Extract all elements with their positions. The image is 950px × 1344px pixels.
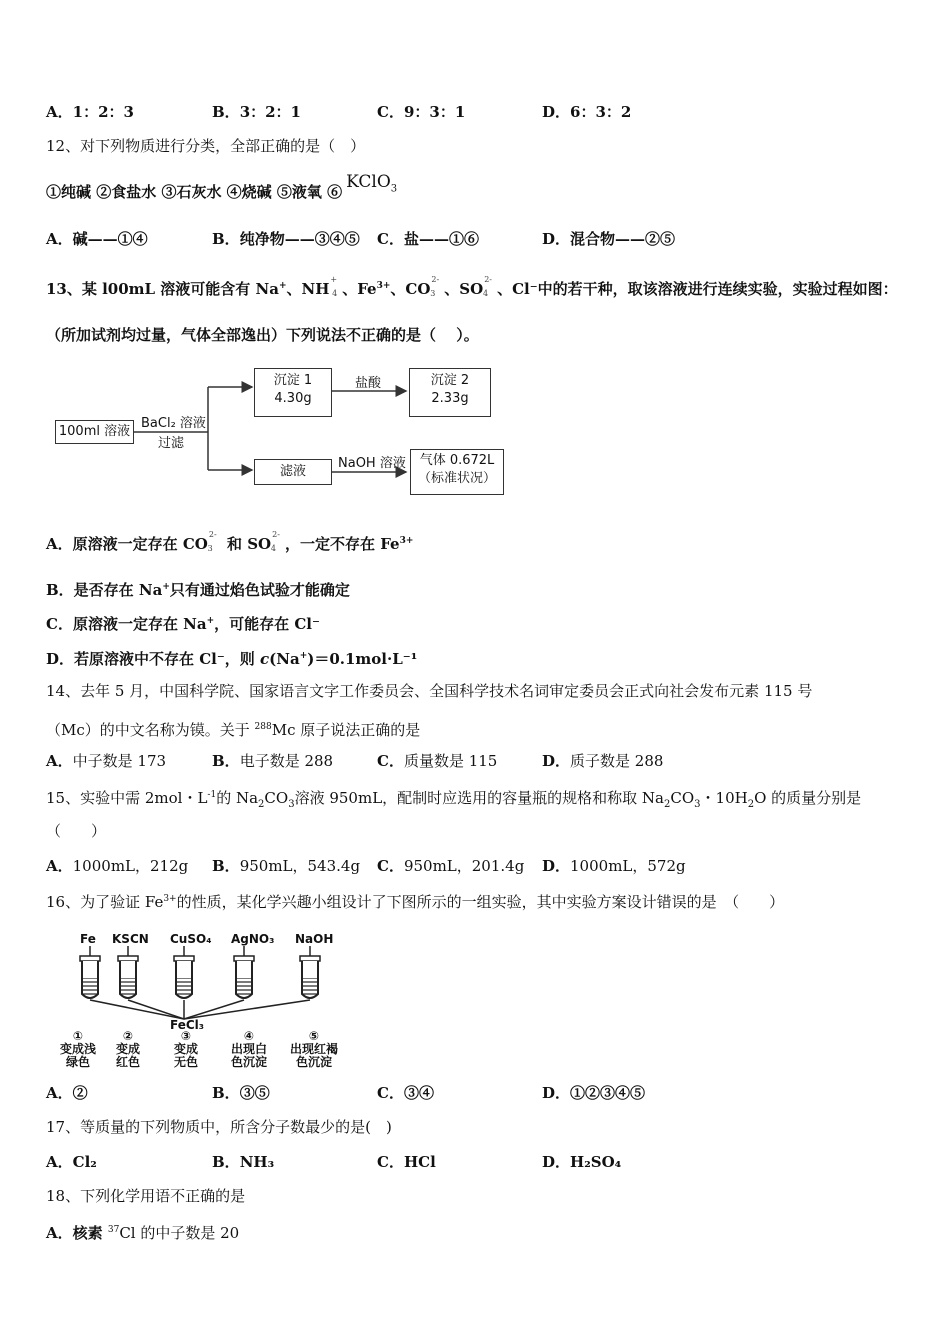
q17-option-c <box>377 1152 436 1172</box>
stem-part: 16、为了验证 Fe <box>46 893 164 911</box>
q17-option-d <box>542 1152 621 1172</box>
option-text: A．原溶液一定存在 CO <box>46 535 208 553</box>
option-key: D． <box>542 103 571 121</box>
option-text: 只有通过焰色试验才能确定 <box>169 581 350 599</box>
option-key: B． <box>212 752 240 770</box>
flow-connectors <box>0 0 950 520</box>
q16-stem <box>46 889 784 912</box>
reagent-label: CuSO₄ <box>170 932 212 946</box>
option-text: 1：2：3 <box>72 103 134 121</box>
option-key: A． <box>46 230 73 248</box>
kclo-text: KClO <box>346 172 391 192</box>
flow-reagent1: BaCl₂ 溶液 <box>141 416 206 431</box>
option-text: 950mL，201.4g <box>403 857 525 875</box>
test-tube <box>300 946 320 998</box>
option-key: C． <box>377 230 404 248</box>
option-text: H₂SO₄ <box>570 1153 622 1171</box>
stem-part: 、Cl⁻中的若干种，取该溶液进行连续实验，实验过程如图： <box>497 280 898 298</box>
stem-part: 15、实验中需 2mol・L <box>46 789 208 807</box>
test-tube <box>174 946 194 998</box>
stem-part: CO <box>670 789 695 807</box>
sup: 2- <box>272 530 280 539</box>
observation <box>106 1030 150 1069</box>
sub: 2 <box>747 799 755 810</box>
option-key: A． <box>46 752 73 770</box>
option-text: ①②③④⑤ <box>570 1084 646 1102</box>
reagent-label: KSCN <box>112 932 149 946</box>
stem-part: CO <box>264 789 289 807</box>
option-text: 碱——①④ <box>72 230 148 248</box>
q14-option-a <box>46 751 166 771</box>
option-text: 盐——①⑥ <box>403 230 479 248</box>
stem-part: 、CO <box>390 280 431 298</box>
test-tube <box>234 946 254 998</box>
q13-option-a <box>46 531 413 557</box>
flow-acid: 盐酸 <box>355 376 382 391</box>
stem-part: （Mc）的中文名称为镆。关于 <box>46 721 255 739</box>
q17-option-b <box>212 1152 274 1172</box>
q15-option-a <box>46 856 188 876</box>
obs-num: ② <box>122 1029 134 1043</box>
option-key: D． <box>542 230 571 248</box>
reagent-label: NaOH <box>295 932 334 946</box>
test-tubes <box>50 944 370 1024</box>
stem-part: 、NH <box>286 280 330 298</box>
ppt1-label: 沉淀 1 <box>273 373 313 388</box>
option-text: 纯净物——③④⑤ <box>239 230 360 248</box>
sup: + <box>278 281 287 291</box>
option-text: ，一定不存在 Fe <box>285 535 400 553</box>
tube-connectors <box>90 1000 310 1019</box>
sup: 3+ <box>376 281 391 291</box>
option-text: C．原溶液一定存在 Na <box>46 615 207 633</box>
q13-option-c <box>46 611 320 634</box>
option-key: D． <box>542 1084 571 1102</box>
sup: 37 <box>107 1225 120 1235</box>
option-key: C． <box>377 103 404 121</box>
ion-marks <box>270 530 285 553</box>
flow-gas-box <box>410 449 504 495</box>
obs-a: 出现红褐 <box>289 1042 338 1056</box>
obs-a: 变成 <box>115 1042 140 1056</box>
flow-filtrate-box: 滤液 <box>254 459 332 485</box>
q18-stem: 18、下列化学用语不正确的是 <box>46 1187 246 1205</box>
option-text: )＝0.1mol·L⁻¹ <box>307 650 418 668</box>
q14-option-b <box>212 751 333 771</box>
stem-part: 的性质，某化学兴趣小组设计了下图所示的一组实验，其中实验方案设计错误的是 （ ） <box>176 893 785 911</box>
option-text: 混合物——②⑤ <box>570 230 676 248</box>
stem-part: 、Fe <box>342 280 377 298</box>
q15-option-c <box>377 856 524 876</box>
obs-a: 变成浅 <box>59 1042 96 1056</box>
q14-option-d <box>542 751 663 771</box>
q13-option-b <box>46 577 350 600</box>
sup: 2- <box>208 530 217 539</box>
ppt2-mass: 2.33g <box>431 391 469 406</box>
option-key: C． <box>377 752 404 770</box>
obs-num: ① <box>72 1029 84 1043</box>
option-text: 1000mL，212g <box>72 857 189 875</box>
sup: 2- <box>431 275 440 284</box>
option-key: B． <box>212 857 240 875</box>
q17-option-a <box>46 1152 97 1172</box>
option-text: 质子数是 288 <box>570 752 664 770</box>
gas-volume: 气体 0.672L <box>419 453 495 468</box>
sub: 3 <box>694 799 701 810</box>
sup: 3+ <box>163 894 177 904</box>
q14-stem1: 14、去年 5 月，中国科学院、国家语言文字工作委员会、全国科学技术名词审定委员会正式向社会发布元素 115 号 <box>46 682 813 700</box>
option-text: Cl₂ <box>72 1153 97 1171</box>
ppt1-mass: 4.30g <box>274 391 312 406</box>
observation <box>52 1030 104 1069</box>
obs-b: 色沉淀 <box>295 1055 332 1069</box>
option-text: ② <box>72 1084 88 1102</box>
stem-part: O 的质量分别是 <box>754 789 862 807</box>
q16-option-c <box>377 1083 434 1103</box>
sub: 2 <box>664 799 671 810</box>
q15-stem1 <box>46 785 861 815</box>
option-key: B． <box>212 1153 240 1171</box>
sup: + <box>330 275 338 284</box>
option-key: C． <box>377 1153 404 1171</box>
sub: 3 <box>288 799 295 810</box>
obs-a: 变成 <box>173 1042 198 1056</box>
sup: + <box>299 651 308 661</box>
option-text: 电子数是 288 <box>239 752 334 770</box>
option-key: A． <box>46 1084 73 1102</box>
option-key: A． <box>46 1153 73 1171</box>
q18-option-a <box>46 1220 239 1243</box>
option-key: D． <box>542 1153 571 1171</box>
sup: + <box>162 582 170 592</box>
flow-ppt1-box <box>254 368 332 417</box>
flow-ppt2-box <box>409 368 491 417</box>
q14-stem2 <box>46 717 420 740</box>
option-key: A． <box>46 103 73 121</box>
sup: 288 <box>254 722 272 732</box>
option-key: B． <box>212 103 240 121</box>
option-text: A．核素 <box>46 1224 108 1242</box>
ppt2-label: 沉淀 2 <box>430 373 470 388</box>
option-text: (Na <box>269 650 300 668</box>
reagent-label: Fe <box>80 932 96 946</box>
q16-option-d <box>542 1083 645 1103</box>
stem-part: ・10H <box>700 789 748 807</box>
obs-num: ③ <box>180 1029 192 1043</box>
obs-b: 红色 <box>115 1055 140 1069</box>
obs-a: 出现白 <box>230 1042 267 1056</box>
sub: 3 <box>430 289 436 298</box>
sub: 4 <box>483 289 489 298</box>
stem-part: 溶液 950mL，配制时应选用的容量瓶的规格和称取 Na <box>294 789 664 807</box>
option-text: 中子数是 173 <box>72 752 167 770</box>
q14-option-c <box>377 751 497 771</box>
flow-filter: 过滤 <box>158 436 185 451</box>
obs-b: 绿色 <box>65 1055 90 1069</box>
flow-naoh: NaOH 溶液 <box>338 456 406 471</box>
q16-option-b <box>212 1083 270 1103</box>
stem-part: 13、某 l00mL 溶液可能含有 Na <box>46 280 279 298</box>
observation <box>164 1030 208 1069</box>
stem-part: 的 Na <box>216 789 259 807</box>
q12-items-text: ①纯碱 ②食盐水 ③石灰水 ④烧碱 ⑤液氧 ⑥ <box>46 183 343 201</box>
stem-part: Mc 原子说法正确的是 <box>271 721 421 739</box>
sub: 4 <box>270 544 276 553</box>
option-key: D． <box>542 857 571 875</box>
option-key: C． <box>377 857 404 875</box>
option-key: D． <box>542 752 571 770</box>
q15-option-d <box>542 856 686 876</box>
q12-stem: 12、对下列物质进行分类，全部正确的是（ ） <box>46 137 366 155</box>
sup: + <box>206 616 215 626</box>
q15-option-b <box>212 856 360 876</box>
option-text: 和 SO <box>221 535 272 553</box>
stem-part: 、SO <box>444 280 484 298</box>
option-text: 3：2：1 <box>239 103 301 121</box>
option-text: ，可能存在 Cl⁻ <box>214 615 320 633</box>
sub: 4 <box>332 289 338 298</box>
option-text: HCl <box>403 1153 436 1171</box>
obs-b: 无色 <box>173 1055 198 1069</box>
option-text: 质量数是 115 <box>403 752 498 770</box>
sup: -1 <box>207 790 217 800</box>
q15-stem2: （ ） <box>46 822 107 840</box>
test-tube <box>118 946 138 998</box>
option-key: B． <box>212 230 240 248</box>
option-text: ③④ <box>403 1084 434 1102</box>
sub: 2 <box>258 799 265 810</box>
option-text: 1000mL，572g <box>570 857 686 875</box>
option-text: NH₃ <box>239 1153 275 1171</box>
option-key: B． <box>212 1084 240 1102</box>
option-text: 6：3：2 <box>570 103 632 121</box>
reagent-label: AgNO₃ <box>231 932 275 946</box>
option-key: C． <box>377 1084 404 1102</box>
kclo-sub: 3 <box>390 183 398 195</box>
sup: 2- <box>484 275 492 284</box>
ion-marks <box>207 530 222 553</box>
obs-num: ⑤ <box>308 1029 320 1043</box>
option-text: B．是否存在 Na <box>46 581 163 599</box>
option-key: A． <box>46 857 73 875</box>
center-label: FeCl₃ <box>170 1018 205 1032</box>
gas-condition: （标准状况） <box>417 471 496 486</box>
option-text: ③⑤ <box>239 1084 270 1102</box>
q13-option-d <box>46 646 417 669</box>
option-text: D．若原溶液中不存在 Cl⁻，则 <box>46 650 261 668</box>
sub: 3 <box>207 544 213 553</box>
q13-stem2: （所加试剂均过量，气体全部逸出）下列说法不正确的是（ ）。 <box>46 326 479 344</box>
option-text: c <box>260 650 270 668</box>
option-text: 950mL，543.4g <box>239 857 361 875</box>
option-text: Cl 的中子数是 20 <box>119 1224 240 1242</box>
sup: 3+ <box>399 536 414 546</box>
obs-b: 色沉淀 <box>230 1055 267 1069</box>
obs-num: ④ <box>243 1029 255 1043</box>
observation <box>282 1030 346 1069</box>
q17-stem: 17、等质量的下列物质中，所含分子数最少的是( ) <box>46 1118 392 1136</box>
q16-option-a <box>46 1083 88 1103</box>
test-tube <box>80 946 100 998</box>
flow-start-box: 100ml 溶液 <box>55 420 134 444</box>
observation <box>222 1030 276 1069</box>
option-text: 9：3：1 <box>403 103 466 121</box>
